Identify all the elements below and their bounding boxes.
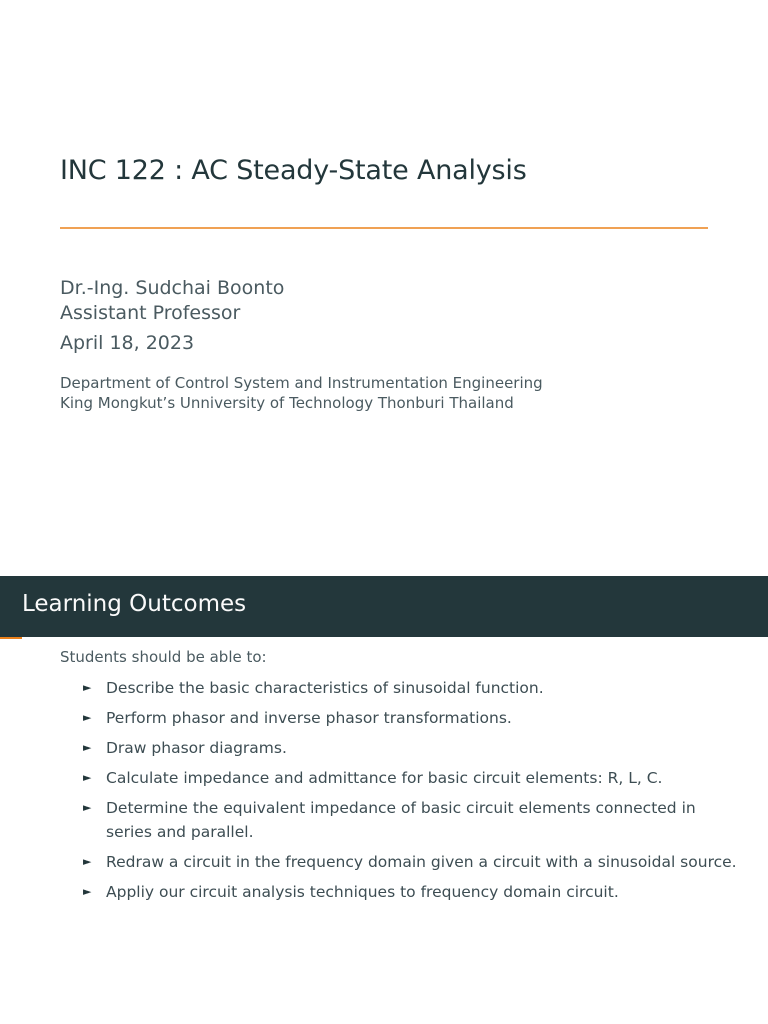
- outcome-text: Determine the equivalent impedance of basic circuit elements connected in series and parallel.: [106, 799, 696, 841]
- department-name: Department of Control System and Instrumentation Engineering: [60, 374, 543, 392]
- outcome-item: [80, 766, 740, 790]
- outcome-text: Draw phasor diagrams.: [106, 739, 287, 757]
- triangle-bullet-icon: ►: [83, 771, 92, 784]
- institute-block: [60, 373, 543, 413]
- title-divider: [60, 227, 708, 229]
- presentation-date: April 18, 2023: [60, 332, 195, 354]
- outcome-text: Calculate impedance and admittance for basic circuit elements: R, L, C.: [106, 769, 663, 787]
- triangle-bullet-icon: ►: [83, 741, 92, 754]
- triangle-bullet-icon: ►: [83, 885, 92, 898]
- progress-bar: [0, 637, 22, 639]
- outcome-text: Perform phasor and inverse phasor transformations.: [106, 709, 512, 727]
- outcome-item: [80, 736, 740, 760]
- outcome-item: [80, 880, 740, 904]
- outcomes-intro: Students should be able to:: [60, 648, 267, 666]
- author-name: Dr.-Ing. Sudchai Boonto: [60, 277, 285, 299]
- learning-outcomes-slide: [0, 576, 768, 1024]
- author-block: [60, 276, 284, 326]
- triangle-bullet-icon: ►: [83, 801, 92, 814]
- frame-title: Learning Outcomes: [22, 591, 247, 617]
- outcome-item: [80, 706, 740, 730]
- university-name: King Mongkut’s Unniversity of Technology Thonburi Thailand: [60, 394, 514, 412]
- outcome-text: Describe the basic characteristics of sinusoidal function.: [106, 679, 544, 697]
- triangle-bullet-icon: ►: [83, 855, 92, 868]
- triangle-bullet-icon: ►: [83, 711, 92, 724]
- outcome-item: [80, 796, 740, 844]
- presentation-title: INC 122 : AC Steady-State Analysis: [60, 155, 527, 186]
- outcome-item: [80, 850, 740, 874]
- outcome-text: Appliy our circuit analysis techniques to frequency domain circuit.: [106, 883, 619, 901]
- outcomes-list: [80, 676, 740, 910]
- outcome-text: Redraw a circuit in the frequency domain given a circuit with a sinusoidal source.: [106, 853, 737, 871]
- triangle-bullet-icon: ►: [83, 681, 92, 694]
- frame-header: [0, 576, 768, 637]
- author-position: Assistant Professor: [60, 302, 241, 324]
- outcome-item: [80, 676, 740, 700]
